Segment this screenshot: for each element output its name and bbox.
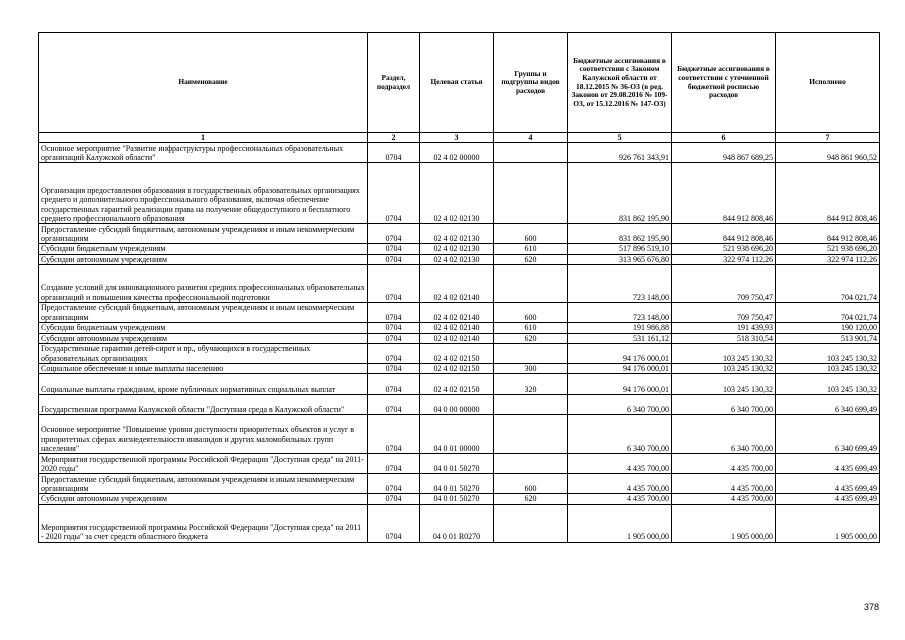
column-number: 6 [672, 133, 776, 143]
row-law-amount: 94 176 000,01 [568, 374, 672, 395]
row-target-article: 04 0 01 50270 [420, 474, 494, 494]
row-name: Предоставление субсидий бюджетным, автономным учреждениям и иным некоммерческим организациям [39, 474, 368, 494]
page-number: 378 [864, 602, 880, 612]
table-row [39, 364, 880, 374]
row-law-amount: 313 965 676,80 [568, 254, 672, 264]
row-target-article: 04 0 01 00000 [420, 415, 494, 454]
row-target-article: 02 4 02 00000 [420, 143, 494, 163]
row-target-article: 02 4 02 02130 [420, 224, 494, 244]
row-law-amount: 6 340 700,00 [568, 415, 672, 454]
row-name: Организация предоставления образования в государственных образовательных организациях среднего и дополнительного профессионального образования, включая обеспечение государственных гарантий реализации права на получение общедоступного и бесплатного среднего профессионального образования [39, 163, 368, 224]
row-executed-amount: 103 245 130,32 [776, 344, 880, 364]
row-executed-amount: 844 912 808,46 [776, 163, 880, 224]
row-name: Социальное обеспечение и иные выплаты населению [39, 364, 368, 374]
row-refined-amount: 521 938 696,20 [672, 244, 776, 254]
row-executed-amount: 103 245 130,32 [776, 374, 880, 395]
row-section: 0704 [368, 265, 420, 303]
row-section: 0704 [368, 254, 420, 264]
table-row [39, 415, 880, 454]
row-expense-group: 620 [494, 494, 568, 504]
row-law-amount: 6 340 700,00 [568, 395, 672, 415]
table-row [39, 504, 880, 542]
table-row [39, 474, 880, 494]
row-target-article: 02 4 02 02130 [420, 244, 494, 254]
row-expense-group [494, 504, 568, 542]
row-name: Субсидии бюджетным учреждениям [39, 323, 368, 333]
row-name: Мероприятия государственной программы Российской Федерации "Доступная среда" на 2011-2020 годы" [39, 454, 368, 474]
row-target-article: 04 0 01 R0270 [420, 504, 494, 542]
row-name: Основное мероприятие "Развитие инфраструктуры профессиональных образовательных организаций Калужской области" [39, 143, 368, 163]
row-refined-amount: 4 435 700,00 [672, 474, 776, 494]
header-law-allocations: Бюджетные ассигнования в соответствии с Законом Калужской области от 18.12.2015 № 36-ОЗ (в ред. Законов от 29.08.2016 № 109-ОЗ, от 15.12.2016 № 147-ОЗ) [568, 33, 672, 133]
row-law-amount: 4 435 700,00 [568, 474, 672, 494]
row-name: Предоставление субсидий бюджетным, автономным учреждениям и иным некоммерческим организациям [39, 224, 368, 244]
row-section: 0704 [368, 143, 420, 163]
row-expense-group: 600 [494, 224, 568, 244]
row-law-amount: 4 435 700,00 [568, 494, 672, 504]
row-refined-amount: 103 245 130,32 [672, 374, 776, 395]
row-refined-amount: 709 750,47 [672, 265, 776, 303]
row-expense-group: 610 [494, 323, 568, 333]
row-law-amount: 531 161,12 [568, 333, 672, 343]
row-law-amount: 191 986,88 [568, 323, 672, 333]
row-target-article: 02 4 02 02140 [420, 333, 494, 343]
row-refined-amount: 844 912 808,46 [672, 224, 776, 244]
row-expense-group: 600 [494, 474, 568, 494]
row-refined-amount: 948 867 689,25 [672, 143, 776, 163]
row-name: Основное мероприятие "Повышение уровня доступности приоритетных объектов и услуг в приоритетных сферах жизнедеятельности инвалидов и других маломобильных групп населения" [39, 415, 368, 454]
row-expense-group [494, 163, 568, 224]
row-executed-amount: 513 901,74 [776, 333, 880, 343]
row-refined-amount: 1 905 000,00 [672, 504, 776, 542]
row-law-amount: 723 148,00 [568, 303, 672, 323]
row-executed-amount: 844 912 808,46 [776, 224, 880, 244]
row-target-article: 02 4 02 02150 [420, 364, 494, 374]
row-law-amount: 723 148,00 [568, 265, 672, 303]
header-executed: Исполнено [776, 33, 880, 133]
row-law-amount: 926 761 343,91 [568, 143, 672, 163]
row-executed-amount: 1 905 000,00 [776, 504, 880, 542]
table-row [39, 323, 880, 333]
table-row [39, 163, 880, 224]
table-row [39, 494, 880, 504]
row-refined-amount: 518 310,54 [672, 333, 776, 343]
row-expense-group: 610 [494, 244, 568, 254]
row-section: 0704 [368, 504, 420, 542]
row-executed-amount: 4 435 699,49 [776, 454, 880, 474]
row-executed-amount: 704 021,74 [776, 265, 880, 303]
table-row [39, 244, 880, 254]
table-row [39, 333, 880, 343]
row-target-article: 02 4 02 02150 [420, 374, 494, 395]
table-row [39, 224, 880, 244]
row-executed-amount: 4 435 699,49 [776, 474, 880, 494]
column-number: 4 [494, 133, 568, 143]
row-target-article: 04 0 01 50270 [420, 494, 494, 504]
row-executed-amount: 4 435 699,49 [776, 494, 880, 504]
row-expense-group: 320 [494, 374, 568, 395]
row-name: Субсидии автономным учреждениям [39, 494, 368, 504]
header-refined-allocations: Бюджетные ассигнования в соответствии с уточненной бюджетной росписью расходов [672, 33, 776, 133]
row-refined-amount: 103 245 130,32 [672, 344, 776, 364]
row-executed-amount: 948 861 960,52 [776, 143, 880, 163]
row-refined-amount: 4 435 700,00 [672, 454, 776, 474]
row-law-amount: 831 862 195,90 [568, 163, 672, 224]
row-law-amount: 94 176 000,01 [568, 344, 672, 364]
row-target-article: 02 4 02 02150 [420, 344, 494, 364]
row-expense-group: 620 [494, 254, 568, 264]
row-section: 0704 [368, 333, 420, 343]
row-expense-group [494, 143, 568, 163]
row-name: Субсидии бюджетным учреждениям [39, 244, 368, 254]
table-row [39, 454, 880, 474]
row-section: 0704 [368, 303, 420, 323]
header-target-article: Целевая статья [420, 33, 494, 133]
row-section: 0704 [368, 323, 420, 333]
row-law-amount: 831 862 195,90 [568, 224, 672, 244]
row-refined-amount: 709 750,47 [672, 303, 776, 323]
row-section: 0704 [368, 494, 420, 504]
row-expense-group [494, 344, 568, 364]
row-expense-group [494, 454, 568, 474]
budget-table [38, 32, 880, 543]
table-row [39, 344, 880, 364]
row-name: Мероприятия государственной программы Российской Федерации "Доступная среда" на 2011 - 2020 годы" за счет средств областного бюджета [39, 504, 368, 542]
row-section: 0704 [368, 163, 420, 224]
row-name: Социальные выплаты гражданам, кроме публичных нормативных социальных выплат [39, 374, 368, 395]
row-expense-group [494, 265, 568, 303]
row-name: Предоставление субсидий бюджетным, автономным учреждениям и иным некоммерческим организациям [39, 303, 368, 323]
table-row [39, 254, 880, 264]
column-number: 3 [420, 133, 494, 143]
row-executed-amount: 103 245 130,32 [776, 364, 880, 374]
row-section: 0704 [368, 344, 420, 364]
row-expense-group: 600 [494, 303, 568, 323]
column-number: 7 [776, 133, 880, 143]
row-law-amount: 1 905 000,00 [568, 504, 672, 542]
row-section: 0704 [368, 454, 420, 474]
row-name: Субсидии автономным учреждениям [39, 333, 368, 343]
header-section: Раздел, подраздел [368, 33, 420, 133]
row-section: 0704 [368, 415, 420, 454]
row-expense-group: 620 [494, 333, 568, 343]
row-refined-amount: 6 340 700,00 [672, 415, 776, 454]
row-target-article: 04 0 00 00000 [420, 395, 494, 415]
table-row [39, 395, 880, 415]
row-refined-amount: 844 912 808,46 [672, 163, 776, 224]
header-name: Наименование [39, 33, 368, 133]
row-target-article: 02 4 02 02130 [420, 163, 494, 224]
row-executed-amount: 6 340 699,49 [776, 395, 880, 415]
row-refined-amount: 322 974 112,26 [672, 254, 776, 264]
row-section: 0704 [368, 224, 420, 244]
row-refined-amount: 103 245 130,32 [672, 364, 776, 374]
row-name: Государственные гарантии детей-сирот и пр., обучающихся в государственных образовательных организациях [39, 344, 368, 364]
row-section: 0704 [368, 474, 420, 494]
row-target-article: 02 4 02 02140 [420, 323, 494, 333]
row-target-article: 04 0 01 50270 [420, 454, 494, 474]
row-executed-amount: 704 021,74 [776, 303, 880, 323]
row-section: 0704 [368, 395, 420, 415]
column-number: 1 [39, 133, 368, 143]
row-expense-group: 300 [494, 364, 568, 374]
row-section: 0704 [368, 364, 420, 374]
table-row [39, 143, 880, 163]
row-executed-amount: 6 340 699,49 [776, 415, 880, 454]
row-law-amount: 94 176 000,01 [568, 364, 672, 374]
row-refined-amount: 4 435 700,00 [672, 494, 776, 504]
row-executed-amount: 322 974 112,26 [776, 254, 880, 264]
row-law-amount: 517 896 519,10 [568, 244, 672, 254]
table-row [39, 374, 880, 395]
table-row [39, 265, 880, 303]
row-section: 0704 [368, 244, 420, 254]
row-law-amount: 4 435 700,00 [568, 454, 672, 474]
row-target-article: 02 4 02 02140 [420, 303, 494, 323]
row-name: Субсидии автономным учреждениям [39, 254, 368, 264]
row-target-article: 02 4 02 02130 [420, 254, 494, 264]
row-executed-amount: 521 938 696,20 [776, 244, 880, 254]
header-expense-group: Группы и подгруппы видов расходов [494, 33, 568, 133]
column-number: 2 [368, 133, 420, 143]
row-name: Государственная программа Калужской области "Доступная среда в Калужской области" [39, 395, 368, 415]
row-expense-group [494, 415, 568, 454]
table-row [39, 303, 880, 323]
row-executed-amount: 190 120,00 [776, 323, 880, 333]
column-number: 5 [568, 133, 672, 143]
row-expense-group [494, 395, 568, 415]
row-section: 0704 [368, 374, 420, 395]
row-refined-amount: 191 439,93 [672, 323, 776, 333]
row-target-article: 02 4 02 02140 [420, 265, 494, 303]
row-refined-amount: 6 340 700,00 [672, 395, 776, 415]
row-name: Создание условий для инновационного развития средних профессиональных образовательных организаций и повышения качества профессиональной подготовки [39, 265, 368, 303]
